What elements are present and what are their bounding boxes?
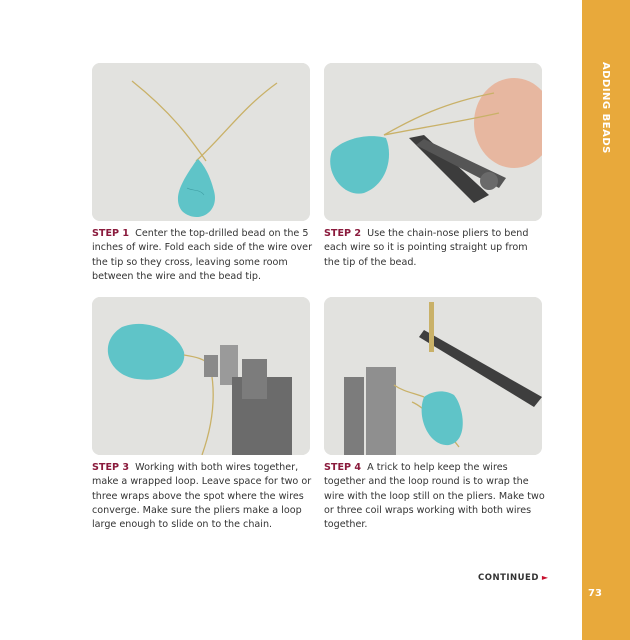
page-number: 73 — [588, 588, 602, 599]
step-1-text: Center the top-drilled bead on the 5 inches of wire. Fold each side of the wire over the tip so they cross, leaving some room between the wire and the bead tip. — [92, 228, 313, 282]
step-1-label: STEP 1 — [92, 228, 130, 239]
step-2-caption — [324, 227, 546, 270]
step-4-photo — [324, 297, 542, 455]
step-2-text: Use the chain-nose pliers to bend each wire so it is pointing straight up from the tip of the bead. — [324, 228, 529, 268]
step-1-photo — [92, 63, 310, 221]
step-4-label: STEP 4 — [324, 462, 362, 473]
step-4-caption — [324, 461, 546, 532]
section-title: ADDING BEADS — [600, 62, 611, 154]
step-3-text: Working with both wires together, make a wrapped loop. Leave space for two or three wraps above the spot where the wires converge. Make sure the pliers make a loop large enough to slide on to the chain. — [92, 462, 312, 531]
step-3-label: STEP 3 — [92, 462, 130, 473]
step-3-photo — [92, 297, 310, 455]
step-1-caption — [92, 227, 314, 284]
right-arrow-icon: ► — [541, 573, 549, 582]
step-3-caption — [92, 461, 314, 532]
step-4-text: A trick to help keep the wires together and the loop round is to wrap the wire with the loop still on the pliers. Make two or three coil wraps working with both wires together. — [324, 462, 545, 531]
step-2-photo — [324, 63, 542, 221]
continued-label: CONTINUED — [478, 573, 539, 583]
continued-indicator — [478, 573, 549, 583]
step-2-label: STEP 2 — [324, 228, 362, 239]
